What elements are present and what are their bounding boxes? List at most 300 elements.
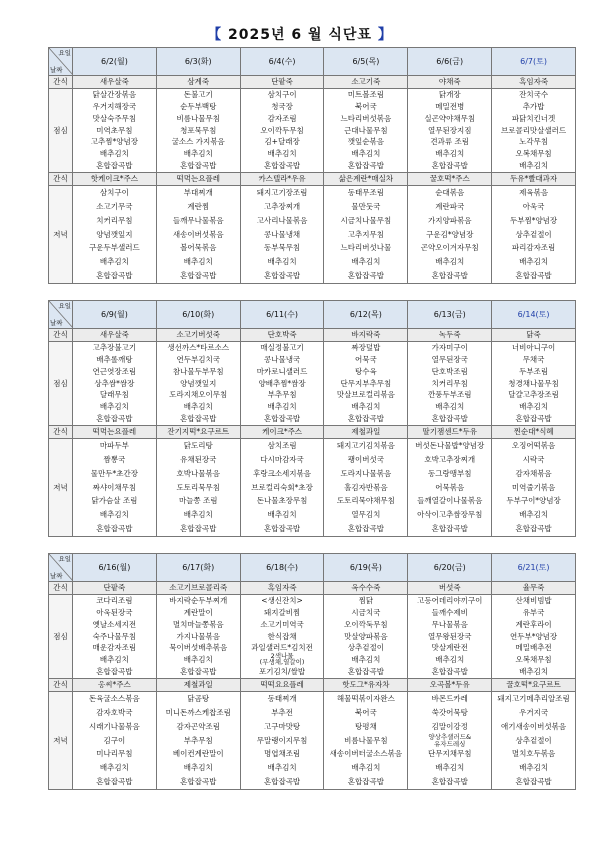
menu-item: 삼치구이: [267, 90, 297, 100]
menu-cell: [73, 692, 157, 790]
corner-cell: [49, 554, 73, 582]
menu-item: 멸치마늘쫑볶음: [172, 619, 224, 629]
menu-item: 홀김자반볶음: [344, 482, 388, 492]
menu-item: 치커리무침: [431, 378, 468, 388]
menu-item: 배추김치: [351, 149, 381, 159]
menu-item: 볼어묵볶음: [180, 243, 217, 253]
menu-item: 미니돈까스케찹조림: [165, 708, 231, 718]
menu-item: 혼합잡곡밥: [180, 160, 217, 170]
menu-item: 배추김치: [519, 510, 549, 520]
menu-item: 혼합잡곡밥: [347, 160, 385, 170]
menu-item: 감자조림: [267, 113, 297, 123]
menu-item: 굴소스 가지볶음: [171, 137, 225, 147]
snack-cell: 삶은계란*매실차: [324, 173, 408, 186]
snack-cell: 딸기잼센드*두유: [408, 426, 492, 439]
menu-item: 파닭치킨너겟: [511, 113, 556, 123]
menu-item: 시래기나물볶음: [89, 721, 140, 731]
menu-item: 김구이: [103, 735, 126, 745]
row-label: 점심: [49, 595, 73, 679]
menu-item: 멸치호두볶음: [511, 749, 556, 759]
menu-item: 미트볼조림: [347, 90, 385, 100]
menu-item: 물만둣국: [351, 202, 381, 212]
day-header: 6/12(목): [324, 301, 408, 329]
menu-item: 후랑크소세지볶음: [253, 468, 312, 478]
menu-item: 곤약오이겨자무침: [420, 243, 479, 253]
menu-item: 우거지국: [519, 708, 549, 718]
menu-item: 단무지부추무침: [340, 378, 392, 388]
row-label: 간식: [49, 426, 73, 439]
menu-item: 배추김치: [519, 763, 549, 773]
menu-item: 돈불고기: [183, 90, 213, 100]
menu-item: 짜장덮밥: [351, 343, 381, 353]
menu-cell: [492, 595, 576, 679]
menu-item: 아삭이고추쌈장무침: [417, 510, 483, 520]
menu-item: 잔치국수: [519, 90, 549, 100]
menu-item: 탕평채: [355, 721, 377, 731]
menu-item: 느타리버섯나물: [340, 243, 392, 253]
menu-item: 다시마감자국: [260, 455, 304, 465]
menu-item: 들깨수제비: [431, 608, 468, 618]
menu-cell: [324, 692, 408, 790]
menu-item: 배추김치: [435, 655, 465, 665]
snack-cell: 소고기죽: [324, 76, 408, 89]
day-header: 6/21(토): [492, 554, 576, 582]
row-label: 간식: [49, 582, 73, 595]
menu-item: 추가밥: [522, 102, 545, 112]
corner-cell: [49, 48, 73, 76]
menu-item: 양념깻잎지: [180, 378, 217, 388]
menu-item: 매실정불고기: [260, 343, 304, 353]
menu-item: 계란후라이: [515, 619, 552, 629]
menu-item: 계란찜: [187, 202, 210, 212]
menu-item: 감자호박국: [96, 708, 133, 718]
menu-item: 배추김치: [99, 763, 129, 773]
menu-item: 혼합잡곡밥: [431, 666, 468, 676]
menu-cell: [408, 692, 492, 790]
day-header: 6/7(토): [492, 48, 576, 76]
menu-item: 도라지나물볶음: [340, 468, 392, 478]
menu-item: 배추김치: [519, 402, 549, 412]
menu-item: 물만두*초간장: [90, 468, 139, 478]
menu-cell: [240, 89, 324, 173]
dinner-row: [49, 439, 576, 537]
menu-item: 동부묵무침: [263, 243, 301, 253]
menu-item: 배추김치: [435, 402, 465, 412]
title-bracket-close: 】: [377, 27, 393, 43]
menu-cell: [492, 186, 576, 284]
snack-cell: 핫케이크*주스: [73, 173, 157, 186]
menu-item: 양상추샐러드& 유자드레싱: [428, 732, 472, 748]
menu-item: 혼합잡곡밥: [96, 413, 133, 423]
snack-cell: 떡먹는요플레: [156, 173, 240, 186]
menu-item: 상추겉절이: [515, 229, 552, 239]
menu-item: 마카로니샐러드: [256, 366, 308, 376]
menu-cell: [324, 439, 408, 537]
menu-cell: [156, 186, 240, 284]
snack-cell: 잔기지떡*요구르트: [156, 426, 240, 439]
menu-item: 달래무침: [99, 390, 129, 400]
dinner-row: [49, 692, 576, 790]
row-label: 간식: [49, 679, 73, 692]
menu-item: 배추김치: [183, 149, 213, 159]
snack-cell: 찐순대*식혜: [492, 426, 576, 439]
menu-item: 배추김치: [99, 655, 129, 665]
row-label: 점심: [49, 89, 73, 173]
menu-item: 포기김치/쌀밥: [259, 666, 306, 676]
menu-item: 배추김치: [351, 655, 381, 665]
menu-item: 배추김치: [267, 763, 297, 773]
menu-cell: [408, 595, 492, 679]
day-header: 6/19(목): [324, 554, 408, 582]
menu-item: 마늘쫑 조림: [178, 496, 218, 506]
lunch-row: [49, 342, 576, 426]
menu-item: 도토리묵야채무침: [336, 496, 395, 506]
menu-item: 혼합잡곡밥: [263, 523, 301, 533]
menu-item: 닭곰탕: [187, 694, 210, 704]
menu-item: 치커리무침: [96, 215, 133, 225]
menu-item: 배추김치: [267, 149, 297, 159]
menu-item: 아욱된장국: [96, 608, 133, 618]
menu-item: 베이컨계란말이: [172, 749, 224, 759]
menu-item: 콩나물냉채: [263, 229, 301, 239]
menu-item: 혼합잡곡밥: [347, 776, 385, 786]
day-header: 6/6(금): [408, 48, 492, 76]
menu-item: 비름나물무침: [344, 735, 388, 745]
menu-item: 양념깻잎지: [96, 229, 133, 239]
menu-item: 동그랑땡부침: [427, 468, 472, 478]
day-header: 6/20(금): [408, 554, 492, 582]
menu-item: 오징어떡볶음: [511, 441, 556, 451]
menu-item: 새송이버섯볶음: [172, 229, 224, 239]
afternoon-snack-row: [49, 679, 576, 692]
menu-item: 배추김치: [267, 257, 297, 267]
snack-cell: 소고기버섯죽: [156, 329, 240, 342]
snack-cell: 버섯죽: [408, 582, 492, 595]
page-title: [0, 24, 600, 44]
row-label: 간식: [49, 173, 73, 186]
menu-item: 팽이버섯국: [347, 455, 385, 465]
menu-item: 근대나물무침: [344, 125, 388, 135]
menu-item: 혼합잡곡밥: [347, 523, 385, 533]
day-header: 6/2(월): [73, 48, 157, 76]
menu-item: 견과류 조림: [430, 137, 470, 147]
menu-item: 짬뽕국: [103, 455, 126, 465]
day-header: 6/3(화): [156, 48, 240, 76]
snack-cell: 녹두죽: [408, 329, 492, 342]
menu-item: 삼치구이: [99, 188, 129, 198]
menu-item: 구운두부샐러드: [89, 243, 140, 253]
menu-item: 무채국: [522, 355, 545, 365]
menu-item: 오복채무침: [515, 149, 552, 159]
menu-item: 김+달래장: [264, 137, 300, 147]
snack-cell: 새우살죽: [73, 76, 157, 89]
menu-item: 열무김치: [351, 510, 381, 520]
menu-item: 유채된장국: [180, 455, 217, 465]
menu-cell: [324, 595, 408, 679]
menu-item: 매운감자조림: [92, 643, 137, 653]
menu-item: 혼합잡곡밥: [431, 413, 468, 423]
menu-item: 혼합잡곡밥: [96, 523, 133, 533]
snack-cell: 새우살죽: [73, 329, 157, 342]
menu-item: 동태무조림: [347, 188, 385, 198]
menu-item: 청국장: [271, 102, 293, 112]
menu-item: 혼합잡곡밥: [515, 523, 552, 533]
menu-cell: [324, 342, 408, 426]
snack-cell: 꿀호떡*주스: [408, 173, 492, 186]
menu-item: 참나물두부무침: [172, 366, 224, 376]
menu-item: 북어국: [355, 708, 377, 718]
menu-item: 혼합잡곡밥: [515, 270, 552, 280]
menu-item: 배추김치: [183, 655, 213, 665]
date-header-row: [49, 554, 576, 582]
week-table: [48, 553, 576, 790]
menu-cell: [240, 186, 324, 284]
menu-item: 배추김치: [435, 763, 465, 773]
title-text: 2025년 6 월 식단표: [228, 27, 372, 43]
snack-cell: 떡먹는요플레: [73, 426, 157, 439]
menu-item: 양배추찜*쌈장: [258, 378, 306, 388]
menu-cell: [324, 89, 408, 173]
row-label: 저녁: [49, 692, 73, 790]
menu-item: 배추김치: [351, 257, 381, 267]
corner-label-day: 요일: [58, 302, 71, 310]
menu-item: 연근엿장조림: [92, 366, 137, 376]
menu-item: 상추겉절이: [347, 643, 385, 653]
menu-item: 너비아니구이: [511, 343, 556, 353]
menu-item: 혼합잡곡밥: [180, 270, 217, 280]
menu-item: 혼합잡곡밥: [180, 776, 217, 786]
menu-item: 배추김치: [183, 402, 213, 412]
menu-item: 묵이버섯배추볶음: [169, 643, 228, 653]
menu-item: 맛살계란전: [431, 643, 468, 653]
menu-item: 혼합잡곡밥: [263, 270, 301, 280]
menu-item: 미역초무침: [96, 125, 133, 135]
menu-item: 돼지고기장조림: [256, 188, 308, 198]
menu-item: 소고기미역국: [260, 619, 304, 629]
menu-item: 김말이강정: [431, 721, 468, 731]
menu-item: 배추김치: [267, 402, 297, 412]
menu-item: 혼합잡곡밥: [431, 776, 468, 786]
menu-item: 닭살간장볶음: [92, 90, 137, 100]
snack-cell: 오곡볼*두유: [408, 679, 492, 692]
menu-item: 혼합잡곡밥: [263, 160, 301, 170]
menu-item: 두부찜*양념장: [509, 215, 558, 225]
snack-cell: 흑임자죽: [240, 582, 324, 595]
menu-item: 배추김치: [435, 257, 465, 267]
menu-item: 콩나물냉국: [263, 355, 301, 365]
afternoon-snack-row: [49, 426, 576, 439]
menu-item: 맛살양파볶음: [344, 631, 388, 641]
menu-cell: [324, 186, 408, 284]
day-header: 6/5(목): [324, 48, 408, 76]
menu-item: 도토리묵무침: [176, 482, 220, 492]
menu-item: 우거지해장국: [92, 102, 137, 112]
menu-item: 제육볶음: [519, 188, 549, 198]
corner-label-day: 요일: [58, 49, 71, 57]
menu-item: 짜샤이채무침: [92, 482, 137, 492]
menu-item: 배추김치: [99, 257, 129, 267]
menu-cell: [73, 439, 157, 537]
menu-item: 유부국: [522, 608, 545, 618]
menu-item: 파리감자조림: [511, 243, 556, 253]
day-header: 6/11(수): [240, 301, 324, 329]
menu-item: 숙주나물무침: [92, 631, 137, 641]
morning-snack-row: [49, 76, 576, 89]
menu-item: 혼합잡곡밥: [96, 160, 133, 170]
menu-item: 오이깍둑무침: [344, 619, 388, 629]
menu-item: 혼합잡곡밥: [431, 523, 468, 533]
snack-cell: 바지락죽: [324, 329, 408, 342]
menu-item: 배추김치: [99, 149, 129, 159]
snack-cell: 카스텔라*우유: [240, 173, 324, 186]
menu-item: 어묵볶음: [435, 482, 465, 492]
menu-cell: [73, 595, 157, 679]
row-label: 저녁: [49, 439, 73, 537]
menu-item: 고추찜*양념장: [90, 137, 139, 147]
snack-cell: 두유*빨대과자: [492, 173, 576, 186]
menu-item: 혼합잡곡밥: [96, 666, 133, 676]
menu-item: 애기새송이버섯볶음: [500, 721, 567, 731]
menu-item: 바몬드카레: [431, 694, 468, 704]
menu-item: 혼합잡곡밥: [96, 270, 133, 280]
menu-item: 깐풍두부조림: [427, 390, 472, 400]
menu-item: 탕수육: [355, 366, 377, 376]
menu-item: 달걀고추장조림: [508, 390, 559, 400]
lunch-row: [49, 89, 576, 173]
menu-item: 배추김치: [435, 149, 465, 159]
menu-item: 바지락순두부찌개: [169, 596, 228, 606]
snack-cell: 케이크*주스: [240, 426, 324, 439]
menu-item: 북어국: [355, 102, 377, 112]
menu-item: 혼합잡곡밥: [347, 270, 385, 280]
menu-cell: [408, 186, 492, 284]
menu-item: 돈나물초장무침: [256, 496, 308, 506]
menu-item: 들깨무나물볶음: [172, 215, 224, 225]
menu-item: 혼합잡곡밥: [180, 666, 217, 676]
row-label: 점심: [49, 342, 73, 426]
menu-item: 고추장찌개: [263, 202, 301, 212]
snack-cell: 삼계죽: [156, 76, 240, 89]
menu-item: 배추김치: [351, 763, 381, 773]
corner-label-date: 날짜: [50, 65, 63, 74]
menu-item: 혼합잡곡밥: [180, 523, 217, 533]
snack-cell: 흑임자죽: [492, 76, 576, 89]
menu-cell: [408, 89, 492, 173]
menu-item: 가지양파볶음: [427, 215, 472, 225]
menu-item: 마파두부: [99, 441, 129, 451]
snack-cell: 닭죽: [492, 329, 576, 342]
menu-item: 비름나물무침: [176, 113, 220, 123]
menu-cell: [156, 342, 240, 426]
day-header: 6/9(월): [73, 301, 157, 329]
menu-item: 맛살숙주무침: [92, 113, 137, 123]
menu-item: 무말랭이지무침: [256, 735, 308, 745]
menu-cell: [73, 89, 157, 173]
snack-cell: 단호박죽: [240, 329, 324, 342]
menu-item: 혼합잡곡밥: [180, 413, 217, 423]
morning-snack-row: [49, 329, 576, 342]
menu-item: 열무된장지짐: [427, 125, 472, 135]
menu-item: 한식잡채: [267, 631, 297, 641]
menu-item: 배추김치: [519, 160, 549, 170]
menu-item: 배추김치: [519, 666, 549, 676]
menu-item: 생선까스*타르소스: [167, 343, 230, 353]
menu-item: 감자곤약조림: [176, 721, 220, 731]
menu-cell: [240, 342, 324, 426]
menu-item: 연두부*양념장: [509, 631, 558, 641]
menu-item: 오복채무침: [515, 655, 552, 665]
menu-item: 배추김치: [519, 257, 549, 267]
menu-item: 혼합잡곡밥: [515, 776, 552, 786]
menu-item: 닭도리탕: [183, 441, 213, 451]
menu-item: 부추무침: [183, 735, 213, 745]
menu-item: 계란파국: [435, 202, 465, 212]
menu-item: 혼합잡곡밥: [263, 776, 301, 786]
menu-item: 열무된장국: [431, 355, 468, 365]
menu-item: 브로콜리맛살샐러드: [500, 125, 567, 135]
menu-item: 부대찌개: [183, 188, 213, 198]
snack-cell: 야채죽: [408, 76, 492, 89]
menu-cell: [240, 595, 324, 679]
menu-item: 혼합잡곡밥: [96, 776, 133, 786]
afternoon-snack-row: [49, 173, 576, 186]
day-header: 6/16(월): [73, 554, 157, 582]
menu-cell: [492, 692, 576, 790]
corner-label-day: 요일: [58, 555, 71, 563]
menu-item: 동태찌개: [267, 694, 297, 704]
week-table: [48, 300, 576, 537]
menu-item: 어묵국: [355, 355, 377, 365]
menu-item: 쑥갓어묵탕: [431, 708, 468, 718]
row-label: 저녁: [49, 186, 73, 284]
menu-item: 가자미구이: [431, 343, 468, 353]
snack-cell: 핫도그*유자차: [324, 679, 408, 692]
menu-item: 도라지채오이무침: [169, 390, 228, 400]
date-header-row: [49, 48, 576, 76]
date-header-row: [49, 301, 576, 329]
snack-cell: 제철과일: [324, 426, 408, 439]
menu-item: <생신잔치>: [261, 596, 303, 606]
menu-item: 감자채볶음: [515, 468, 552, 478]
menu-item: 순두부백탕: [180, 102, 217, 112]
menu-item: 혼합잡곡밥: [347, 413, 385, 423]
menu-item: 해물떡볶이자완스: [336, 694, 395, 704]
menu-item: 미역줄기볶음: [511, 482, 556, 492]
menu-item: 배추김치: [267, 510, 297, 520]
menu-item: 상추겉절이: [515, 735, 552, 745]
corner-label-date: 날짜: [50, 571, 63, 580]
snack-cell: 옥수수죽: [324, 582, 408, 595]
menu-item: 찜닭: [358, 596, 374, 606]
menu-item: 새송이버터굴소스볶음: [329, 749, 403, 759]
menu-item: 닭개장: [438, 90, 461, 100]
menu-item: 배추롤깨탕: [96, 355, 133, 365]
menu-item: 계란말이: [183, 608, 213, 618]
snack-cell: 꿀호떡*요구르트: [492, 679, 576, 692]
snack-cell: 단팥죽: [240, 76, 324, 89]
menu-item: 연두부김치국: [176, 355, 220, 365]
menu-item: 고사리나물볶음: [256, 215, 308, 225]
menu-item: 청포묵무침: [180, 125, 217, 135]
dinner-row: [49, 186, 576, 284]
row-label: 간식: [49, 329, 73, 342]
day-header: 6/14(토): [492, 301, 576, 329]
menu-item: 산채비빔밥: [515, 596, 552, 606]
menu-item: 돼지고기김치볶음: [336, 441, 395, 451]
menu-item: 무나물볶음: [431, 619, 468, 629]
menu-item: 혼합잡곡밥: [515, 413, 552, 423]
menu-item: 부추전: [271, 708, 293, 718]
